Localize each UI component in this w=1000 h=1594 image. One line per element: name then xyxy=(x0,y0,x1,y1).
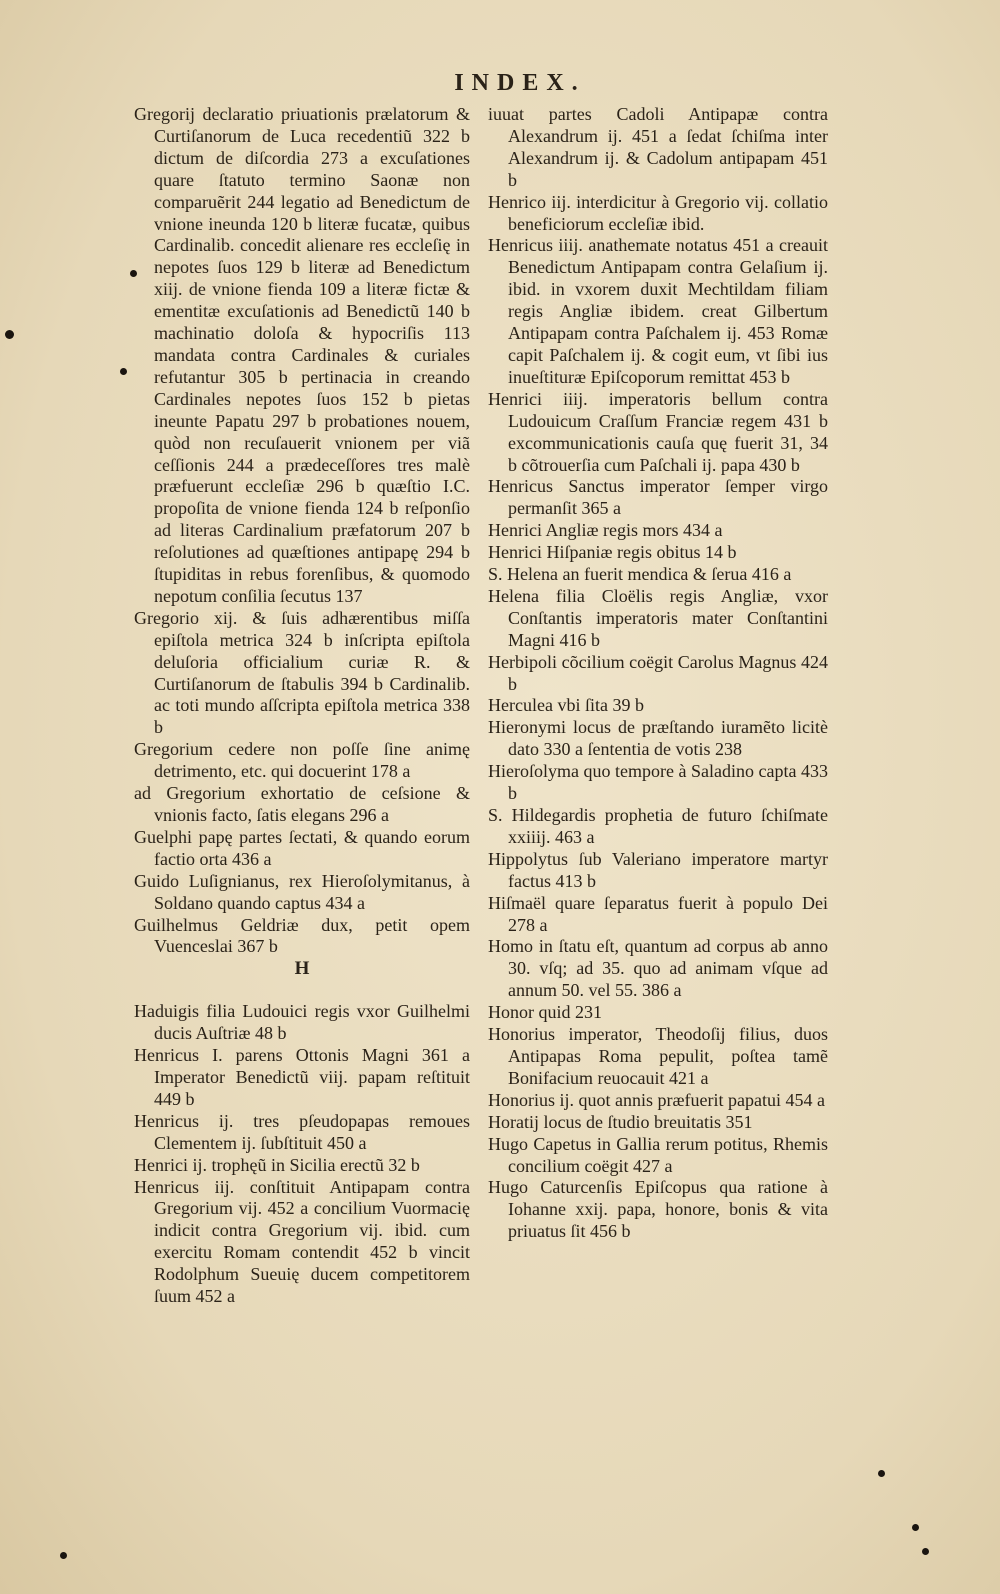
right-column xyxy=(488,104,828,1243)
index-entry: Horatij locus de ſtudio breuitatis 351 xyxy=(488,1111,753,1132)
index-entry: Henricus iiij. anathemate notatus 451 a creauit Benedictum Antipapam contra Gelaſium ij. ibid. in vxorem duxit Mechtildam filiam regis Angliæ ibidem. creat Gilbertum Antipapam contra Paſchalem ij. 453 Romæ capit Paſchalem ij. & cogit eum, vt ſibi ius inueſtituræ Epiſcoporum remittat 453 b xyxy=(488,235,828,387)
index-entry: Hippolytus ſub Valeriano imperatore martyr factus 413 b xyxy=(488,848,828,891)
ink-spot xyxy=(130,270,137,277)
index-entry: Gregorium cedere non poſſe ſine animę detrimento, etc. qui docuerint 178 a xyxy=(134,739,470,782)
index-entry: Hiſmaël quare ſeparatus fuerit à populo Dei 278 a xyxy=(488,892,828,935)
index-entry: Hieroſolyma quo tempore à Saladino capta 433 b xyxy=(488,761,828,804)
page-header: INDEX. xyxy=(454,70,586,96)
ink-spot xyxy=(5,330,14,339)
index-entry: Herbipoli cõcilium coëgit Carolus Magnus 424 b xyxy=(488,651,828,694)
index-entry: Henrici Angliæ regis mors 434 a xyxy=(488,520,723,541)
index-entry: Hieronymi locus de præſtando iuramẽto licitè dato 330 a ſententia de votis 238 xyxy=(488,717,828,760)
index-entry: Honorius ij. quot annis præfuerit papatui 454 a xyxy=(488,1089,825,1110)
index-entry: Guelphi papę partes ſectati, & quando eorum factio orta 436 a xyxy=(134,826,470,869)
index-entry: Haduigis filia Ludouici regis vxor Guilhelmi ducis Auſtriæ 48 b xyxy=(134,1001,470,1044)
index-entry: Henrici Hiſpaniæ regis obitus 14 b xyxy=(488,542,737,563)
index-entry: Henrici iiij. imperatoris bellum contra Ludouicum Craſſum Franciæ regem 431 b excommunicationis cauſa quę fuerit 31, 34 b cõtrouerſia cum Paſchali ij. papa 430 b xyxy=(488,388,828,475)
index-entry: Henrici ij. trophęũ in Sicilia erectũ 32 b xyxy=(134,1154,420,1175)
index-entry: Homo in ſtatu eſt, quantum ad corpus ab anno 30. vſq; ad 35. quo ad animam vſque ad annum 50. vel 55. 386 a xyxy=(488,936,828,1001)
index-entry: Honorius imperator, Theodoſij filius, duos Antipapas Roma pepulit, poſtea tamẽ Bonifacium reuocauit 421 a xyxy=(488,1024,828,1088)
index-entry: Herculea vbi ſita 39 b xyxy=(488,695,644,716)
index-entry: Gregorij declaratio priuationis prælatorum & Curtiſanorum de Luca recedentiũ 322 b dictum de diſcordia 273 a excuſationes quare ſtatuto termino Saonæ non comparuẽrit 244 legatio ad Benedictum de vnione ineunda 120 b literæ fucatæ, quibus Cardinalib. concedit alienare res eccleſię in nepotes ſuos 129 b literæ ad Benedictum xiij. de vnione fienda 109 a literæ fictæ & ementitæ excuſationis ad Benedictũ 140 b machinatio doloſa & hypocriſis 113 mandata contra Cardinales & curiales refutantur 305 b pertinacia in creando Cardinales nepotes ſuos 152 b pietas ineunte Papatu 297 b probationes nouem, quòd non recuſauerit vnionem per viã ceſſionis 244 a prædeceſſores tres malè præfuerunt eccleſiæ 296 b quæſtio I.C. propoſita de vnione fienda 124 b reſponſio ad literas Cardinalium præfatorum 207 b reſolutiones ad quæſtiones antipapę 294 b ſtupiditas in rebus forenſibus, & quomodo nepotum conſilia ſecutus 137 xyxy=(134,104,470,606)
ink-spot xyxy=(912,1524,919,1531)
index-entry: Hugo Capetus in Gallia rerum potitus, Rhemis concilium coëgit 427 a xyxy=(488,1133,828,1176)
left-column xyxy=(134,104,470,1308)
section-letter-h: H xyxy=(294,958,310,980)
ink-spot xyxy=(878,1470,885,1477)
index-entry: Guilhelmus Geldriæ dux, petit opem Vuenceslai 367 b xyxy=(134,914,470,957)
ink-spot xyxy=(922,1548,929,1555)
ink-spot xyxy=(120,368,127,375)
index-entry: S. Helena an fuerit mendica & ſerua 416 a xyxy=(488,564,792,585)
index-entry: Gregorio xij. & ſuis adhærentibus miſſa epiſtola metrica 324 b inſcripta epiſtola deluſoria officialium curiæ R. & Curtiſanorum de ſtabulis 394 b Cardinalib. ac toti mundo aſſcripta epiſtola metrica 338 b xyxy=(134,607,470,738)
index-entry: Henricus I. parens Ottonis Magni 361 a Imperator Benedictũ viij. papam reſtituit 449 b xyxy=(134,1045,470,1109)
index-entry: Henrico iij. interdicitur à Gregorio vij. collatio beneficiorum eccleſiæ ibid. xyxy=(488,191,828,234)
index-entry: S. Hildegardis prophetia de futuro ſchiſmate xxiiij. 463 a xyxy=(488,805,828,847)
index-entry: Henricus Sanctus imperator ſemper virgo permanſit 365 a xyxy=(488,476,828,519)
index-entry: Henricus iij. conſtituit Antipapam contra Gregorium vij. 452 a concilium Vuormacię indicit contra Gregorium vij. ibid. cum exercitu Romam contendit 452 b vincit Rodolphum Sueuię ducem competitorem ſuum 452 a xyxy=(134,1176,470,1307)
index-entry: Hugo Caturcenſis Epiſcopus qua ratione à Iohanne xxij. papa, honore, bonis & vita priuatus ſit 456 b xyxy=(488,1177,828,1242)
index-entry: Guido Luſignianus, rex Hieroſolymitanus, à Soldano quando captus 434 a xyxy=(134,870,470,913)
index-entry: Honor quid 231 xyxy=(488,1002,602,1023)
index-entry: iuuat partes Cadoli Antipapæ contra Alexandrum ij. 451 a ſedat ſchiſma inter Alexandrum ij. & Cadolum antipapam 451 b xyxy=(488,104,828,190)
index-entry: Helena filia Cloëlis regis Angliæ, vxor Conſtantis imperatoris mater Conſtantini Magni 416 b xyxy=(488,585,828,650)
index-entry: ad Gregorium exhortatio de ceſsione & vnionis facto, ſatis elegans 296 a xyxy=(134,783,470,825)
index-entry: Henricus ij. tres pſeudopapas remoues Clementem ij. ſubſtituit 450 a xyxy=(134,1110,470,1153)
ink-spot xyxy=(60,1552,67,1559)
